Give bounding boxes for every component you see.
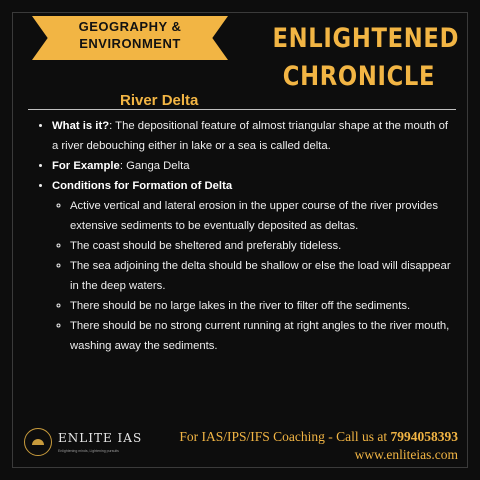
brand-line-1: ENLIGHTENED [272, 23, 460, 54]
phone-number[interactable]: 7994058393 [390, 429, 458, 444]
list-item-conditions [52, 176, 456, 356]
condition-item: ◦ Active vertical and lateral erosion in the upper course of the river provides extensive sediments to be eventually deposited as deltas. [70, 196, 456, 236]
cta-line [179, 428, 458, 446]
category-label [32, 18, 228, 52]
cta-prefix: For IAS/IPS/IFS Coaching - Call us at [179, 429, 391, 444]
condition-item: ◦ There should be no large lakes in the river to filter off the sediments. [70, 296, 456, 316]
category-line-1: GEOGRAPHY & [78, 19, 182, 34]
condition-item: ◦ The coast should be sheltered and preferably tideless. [70, 236, 456, 256]
footer-cta [179, 428, 458, 464]
brand-line-2: CHRONICLE [282, 61, 436, 92]
example-label: For Example [52, 160, 120, 172]
brand-title [272, 20, 460, 96]
what-text: : The depositional feature of almost triangular shape at the mouth of a river debouching either in lake or a sea is called delta. [52, 120, 449, 152]
condition-item: ◦ There should be no strong current running at right angles to the river mouth, washing away the sediments. [70, 316, 456, 356]
content-body [36, 116, 456, 356]
bullet-list [36, 116, 456, 356]
logo-name: ENLITE IAS [58, 431, 143, 445]
list-item-example [52, 156, 456, 176]
example-text: : Ganga Delta [119, 160, 190, 172]
list-item-what [52, 116, 456, 156]
condition-item: ◦ The sea adjoining the delta should be shallow or else the load will disappear in the deep waters. [70, 256, 456, 296]
what-label: What is it? [52, 120, 110, 132]
sun-logo-icon [24, 428, 52, 456]
conditions-label: Conditions for Formation of Delta [52, 180, 233, 192]
category-line-2: ENVIRONMENT [79, 36, 181, 51]
topic-heading: River Delta [120, 92, 199, 109]
conditions-list [52, 196, 456, 356]
divider [28, 109, 456, 110]
logo-tagline: Enlightening minds, Lightening pursuits [58, 449, 119, 453]
website-link[interactable]: www.enliteias.com [354, 447, 458, 462]
